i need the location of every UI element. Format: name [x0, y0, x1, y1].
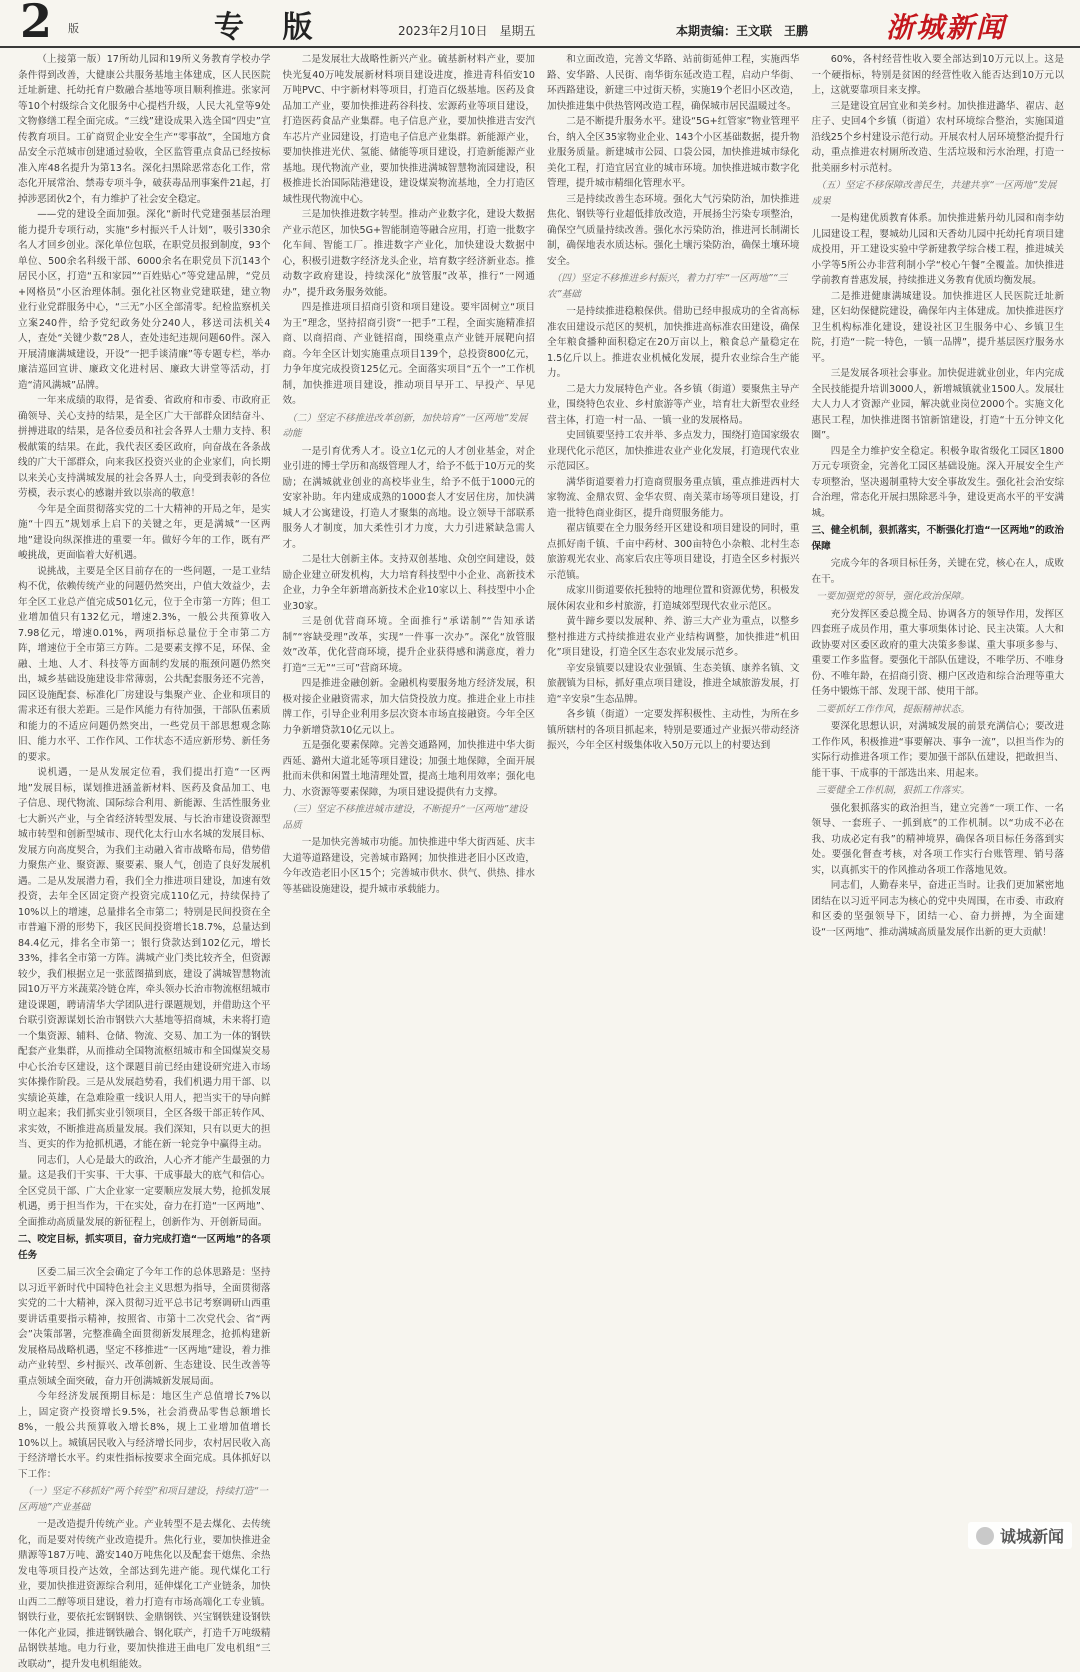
article-paragraph: 二是推进健康满城建设。加快推进区人民医院迁址新建，区妇幼保健院建设，确保年内主体建成。加快推进医疗卫生机构标准化建设，建设社区卫生服务中心、乡镇卫生院，打造“一院一特色，一镇一品牌”，提升基层医疗服务水平。	[811, 290, 1064, 364]
article-column-3	[547, 52, 800, 1548]
article-paragraph: 三是建设宜居宜业和美乡村。加快推进潞华、翟店、赵庄子、史回4个乡镇（街道）农村环境综合整治，实施国道沿线25个乡村建设示范行动。开展农村人居环境整治提升行动，重点推进农村厕所改造、生活垃圾和污水治理，打造一批美丽乡村示范村。	[811, 100, 1064, 174]
article-paragraph: 二是不断提升服务水平。建设“5G+红管家”物业管理平台，纳入全区35家物业企业、143个小区基础数据，提升物业服务质量。新建城市公园、口袋公园，加快推进城市绿化美化工程，打造宜居宜业的城市环境。加快推进城市数字化管理，提升城市精细化管理水平。	[547, 116, 800, 189]
watermark-text: 诚城新闻	[999, 1527, 1064, 1546]
article-paragraph: 二是发展壮大战略性新兴产业。硫基新材料产业，要加快光复40万吨发展新材料项目建设进度，推进青科佰安10万吨PVC、中宇新材料等项目，打造百亿级基地。医药及食品加工产业，要加快推进药谷科技、宏源药业等项目建设，打造医药食品产业集群。电子信息产业，要加快推进吉安汽车芯片产业园建设，打造电子信息产业集群。新能源产业，要加快推进光伏、氢能、储能等项目建设，打造新能源产业基地。现代物流产业，要加快推进满城智慧物流园建设，积极推进长治国际陆港建设，建设煤炭物流基地，全力打造区域性现代物流中心。	[282, 54, 535, 205]
article-paragraph: 五是强化要素保障。完善交通路网，加快推进中华大街西延、潞州大道北延等项目建设；加强土地保障，全面开展批而未供和闲置土地清理处置，提高土地利用效率；强化电力、水资源等要素保障，为项目建设提供有力支撑。	[282, 740, 535, 798]
subsection-heading: （五）坚定不移保障改善民生，共建共享“一区两地”发展成果	[811, 180, 1057, 207]
article-paragraph: 三是发展各项社会事业。加快促进就业创业，年内完成全民技能提升培训3000人，新增城镇就业1500人。发展壮大人力人才资源产业园，解决就业岗位2000个。实施文化惠民工程，加快推进图书馆新馆建设，打造“十五分钟文化圈”。	[811, 368, 1064, 441]
section-heading: 二、咬定目标，抓实项目，奋力完成打造“一区两地”的各项任务	[18, 1234, 271, 1261]
subsection-heading: 一要加强党的领导，强化政治保障。	[816, 591, 970, 602]
article-paragraph: 和立面改造，完善文华路、站前街延伸工程，实施西华路、安华路、人民街、南华街东延改造工程，启动户华街、环西路建设，新建三中过街天桥，实施19个老旧小区改造，加快推进集中供热管网改造工程，确保城市居民温暖过冬。	[547, 54, 800, 112]
article-paragraph: 同志们，人勤春来早，奋进正当时。让我们更加紧密地团结在以习近平同志为核心的党中央周围，在市委、市政府和区委的坚强领导下，团结一心、奋力拼搏，为全面建设“一区两地”、推动满城高质量发展作出新的更大贡献！	[811, 880, 1064, 938]
article-paragraph: 辛安泉镇要以建设农业强镇、生态美镇、康养名镇、文旅靓镇为目标，抓好重点项目建设，推进全域旅游发展，打造“辛安泉”生态品牌。	[547, 662, 800, 705]
article-paragraph: 一是构建优质教育体系。加快推进紫丹幼儿园和南李幼儿园建设工程，婴城幼儿园和天香幼儿园中托幼托育项目建成投用，开工建设实验中学新建教学综合楼工程，推进城关小学等5所公办非营利制小学“校心午餐”全覆盖。加快推进学前教育普惠发展，持续推进义务教育优质均衡发展。	[811, 213, 1064, 286]
article-paragraph: 满华街道要着力打造商贸服务重点镇，重点推进西村大家物流、金鼎农贸、金华农贸、南关菜市场等项目建设，打造一批特色商业街区，提升商贸服务能力。	[547, 476, 800, 519]
article-paragraph: 一是引育优秀人才。设立1亿元的人才创业基金，对企业引进的博士学历和高级管理人才，给予不低于10万元的奖励；在满城就业创业的高校毕业生，给予不低于1000元的安家补助。年内建成成熟的1000套人才安居住房，加快满城人才公寓建设，打造人才聚集的高地。设立领导干部联系服务人才制度，加大柔性引才力度，大力引进紧缺急需人才。	[282, 445, 535, 550]
article-paragraph: 今年经济发展预期目标是：地区生产总值增长7%以上，固定资产投资增长9.5%，社会消费品零售总额增长8%，一般公共预算收入增长8%，规上工业增加值增长10%以上。城镇居民收入与经济增长同步，农村居民收入高于经济增长水平。约束性指标按要求全面完成。具体抓好以下工作：	[18, 1391, 271, 1480]
article-paragraph: 强化狠抓落实的政治担当，建立完善“一项工作、一名领导、一套班子、一抓到底”的工作机制。以“功成不必在我、功成必定有我”的精神境界，确保各项目标任务落到实处。要强化督查考核，对各项工作实行台账管理、销号落实，以真抓实干的作风推动各项工作落地见效。	[811, 802, 1064, 876]
article-paragraph: 今年是全面贯彻落实党的二十大精神的开局之年，是实施“十四五”规划承上启下的关键之年，更是满城“一区两地”建设向纵深推进的重要一年。做好今年的工作，既有严峻挑战，更面临着大好机遇。	[18, 503, 271, 561]
article-paragraph: 一是改造提升传统产业。产业转型不是去煤化、去传统化，而是要对传统产业改造提升。焦化行业，要加快推进金鼎源等187万吨、潞安140万吨焦化以及配套干熄焦、余热发电等项目投产达效，全部达到先进产能。现代煤化工行业，要加快推进资源综合利用，延伸煤化工产业链条，加快山西二二醇等项目建设，着力打造有市场高端化工专业镇。钢铁行业，要依托宏钢钢铁、金鼎钢铁、兴宝钢铁建设钢铁一体化产业园，推进钢铁融合、钢化联产，打造千万吨级精品钢铁基地。电力行业，要加快推进王曲电厂发电机组“三改联动”，提升发电机组能效。	[18, 1519, 271, 1670]
article-paragraph: 60%，各村经营性收入要全部达到10万元以上。这是一个硬指标，特别是贫困的经营性收入能否达到10万元以上，这就要靠项目来支撑。	[811, 54, 1064, 96]
article-paragraph: 区委二届三次全会确定了今年工作的总体思路是：坚持以习近平新时代中国特色社会主义思想为指导，全面贯彻落实党的二十大精神，深入贯彻习近平总书记考察调研山西重要讲话重要指示精神，按照省、市第十二次党代会、省“两会”决策部署，完整准确全面贯彻新发展理念，抢抓构建新发展格局战略机遇，坚定不移推进“一区两地”建设，着力推动产业转型、乡村振兴、改革创新、生态建设、民生改善等重点领域全面突破，奋力开创满城新发展局面。	[18, 1267, 271, 1387]
article-column-4	[812, 52, 1065, 1548]
article-paragraph: 各乡镇（街道）一定要发挥积极性、主动性，为所在乡镇所辖村的各项目抓起来，特别是要通过产业振兴带动经济振兴，今年全区村级集体收入50万元以上的村要达到	[547, 709, 800, 751]
wechat-logo-icon	[976, 1527, 994, 1545]
article-paragraph: 翟店镇要在全力服务经开区建设和项目建设的同时，重点抓好南千镇、千亩中药材、300亩特色小杂粮、北村生态旅游观光农业、高家后农庄等项目建设，打造全区乡村振兴示范镇。	[547, 523, 800, 581]
article-paragraph: 四是推进金融创新。金融机构要服务地方经济发展，积极对接企业融资需求，加大信贷投放力度。推进企业上市挂牌工作，引导企业利用多层次资本市场直接融资。今年全区力争新增贷款10亿元以上。	[282, 678, 535, 736]
subsection-heading: （四）坚定不移推进乡村振兴，着力打牢“一区两地”“三农”基础	[547, 273, 788, 300]
article-paragraph: 说机遇，一是从发展定位看，我们提出打造“一区两地”发展目标，谋划推进涵盖新材料、医药及食品加工、电子信息、现代物流、国际综合利用、新能源、生活性服务业七大新兴产业，与全省经济转型发展、与长治市建设资源型城市转型和创新型城市、现代化太行山水名城的发展目标、发展方向高度契合，为我们主动融入省市战略布局，借势借力聚焦产业、聚资源、聚要素、聚人气，创造了良好发展机遇。二是从发展潜力看，我们全力推进项目建设，加速有效投资，去年全区固定资产投资完成110亿元，持续保持了10%以上的增速，总量排名全市第二；特别是民间投资在全市普遍下滑的形势下，我区民间投资增长18.7%，总量达到84.4亿元，排名全市第一；银行贷款达到102亿元，增长33%，排名全市第一方阵。满城产业门类比较齐全，但资源较少，我们根据立足一张蓝图描到底，建设了满城智慧物流园10万平方米蔬菜冷链仓库，牵头领办长治市物流枢纽城市建设课题，聘请清华大学团队进行课题规划，并借助这个平台联引资源谋划长治市钢铁六大基地等招商城，未来将打造一个集资源、辅料、仓储、物流、交易、加工为一体的钢铁配套产业集群，从而推动全国物流枢纽城市和全国煤炭交易中心长治专区建设，这个课题目前已经由建设研究进入市场实体操作阶段。三是从发展趋势看，我们机遇力用干部、以实绩论英雄，在急难险重一线识人用人，把当实干的导向鲜明立起来；我们抓实业引领项目，全区各级干部正转作风、求实效，不断推进高质量发展。我们深知，只有以更大的担当、更实的作为抢抓机遇，才能在新一轮竞争中赢得主动。	[18, 767, 271, 1150]
article-paragraph: （上接第一版）17所幼儿园和19所义务教育学校办学条件得到改善，大健康公共服务基地主体建成，区人民医院迁址新建、托幼托育户数融合基地等项目顺利推进。张家河等10个村级综合文化服务中心提档升级，人民大礼堂等9处文物修缮工程全面完成。“三线”建设成果入选全国“四史”宣传教育项目。工矿商贸企业安全生产“零事故”，全国地方食品安全示范城市创建通过验收，全区监管重点食品已经按标准入库48名提升为第13名。深化扫黑除恶常态化工作，常态化开展常治、禁毒专项斗争，破获毒品刑事案件21起，打掉涉恶团伙2个，有力维护了社会安全稳定。	[18, 54, 271, 205]
article-paragraph: 二是壮大创新主体。支持双创基地、众创空间建设，鼓励企业建立研发机构，大力培育科技型中小企业、高新技术企业，力争全年新增高新技术企业10家以上、科技型中小企业30家。	[282, 554, 535, 612]
watermark	[968, 1522, 1072, 1549]
article-paragraph: 四是全力维护安全稳定。积极争取省级化工园区1800万元专项资金，完善化工园区基础设施。深入开展安全生产专项整治，坚决遏制重特大安全事故发生。强化社会治安综合治理，常态化开展扫黑除恶斗争，建设更高水平的平安满城。	[811, 445, 1064, 519]
subsection-heading: 二要抓好工作作风，提振精神状态。	[816, 703, 970, 715]
article-paragraph: 充分发挥区委总揽全局、协调各方的领导作用，发挥区四套班子成员作用，重大事项集体讨论、民主决策。人大和政协要对区委区政府的重大决策多参谋、重大事项多参与、重要工作多监督。要强化干部队伍建设，不唯学历、不唯身份、不唯年龄，在招商引资、棚户区改造和综合治理等重大任务中锻炼干部、发现干部、使用干部。	[811, 608, 1064, 697]
article-paragraph: 完成今年的各项目标任务，关键在党，核心在人，成败在干。	[811, 558, 1064, 585]
article-paragraph: 说挑战，主要是全区目前存在的一些问题，一是工业结构不优，依赖传统产业的问题仍然突出，户值大效益少，去年全区工业总产值完成501亿元，位于全市第一方阵；但工业增加值只有132亿元，增速2.3%，一般公共预算收入7.98亿元，增速0.01%，两项指标总量位于全市第二方阵，增速位于全市第三方阵。二是要素支撑不足，环保、金融、土地、人才、科技等方面制约发展的瓶颈问题仍然突出，城乡基础设施建设非常薄弱，公共配套服务还不完善，园区设施配套、标准化厂房建设与集聚产业、企业和项目的需求还有很大差距。三是作风能力有待加强，干部队伍素质和能力的不适应问题仍然突出，一些党员干部思想观念陈旧、能力水平、工作作风、工作状态不适应新形势、新任务的要求。	[18, 565, 271, 763]
issue-date: 2023年2月10日 星期五	[398, 24, 536, 38]
article-paragraph: 三是创优营商环境。全面推行“承诺制”“告知承诺制”“容缺受理”改革，实现“一件事一次办”。深化“放管服效”改革，优化营商环境，提升企业获得感和满意度，着力打造“三无”“三可”营商环境。	[282, 616, 535, 674]
article-column-2	[283, 52, 536, 1548]
article-paragraph: 黄牛蹄乡要以发展种、养、游三大产业为重点，以整乡整村推进方式持续推进农业产业结构调整，加快推进“机田化”项目建设，打造全区生态农业发展示范乡。	[547, 616, 800, 658]
article-paragraph: 一是加快完善城市功能。加快推进中华大街西延、庆丰大道等道路建设，完善城市路网；加快推进老旧小区改造，今年改造老旧小区15个；完善城市供水、供气、供热、排水等基础设施建设，提升城市承载能力。	[282, 837, 535, 895]
section-title: 专 版	[214, 10, 327, 45]
article-columns	[18, 52, 1064, 1670]
article-paragraph: 一年来成绩的取得，是省委、省政府和市委、市政府正确领导、关心支持的结果，是全区广大干部群众团结奋斗、拼搏进取的结果，是各位委员和社会各界人士鼎力支持、积极献策的结果。在此，我代表区委区政府，向奋战在各条战线的广大干部群众，向来我区投资兴业的企业家们，向长期以来关心支持满城发展的社会各界人士，向受到表彰的各位劳模，表示衷心的感谢并致以崇高的敬意！	[18, 395, 271, 499]
section-heading: 三、健全机制，狠抓落实，不断强化打造“一区两地”的政治保障	[811, 525, 1064, 552]
subsection-heading: （二）坚定不移推进改革创新，加快培育“一区两地”发展动能	[282, 412, 528, 439]
article-paragraph: 三是持续改善生态环境。强化大气污染防治，加快推进焦化、钢铁等行业超低排放改造，开展扬尘污染专项整治，确保空气质量持续改善。强化水污染防治，推进河长制湖长制，确保地表水质达标。强化土壤污染防治，确保土壤环境安全。	[547, 193, 800, 267]
article-paragraph: 三是加快推进数字转型。推动产业数字化，建设大数据产业示范区，加快5G+智能制造等融合应用，打造一批数字化车间、智能工厂。推进数字产业化，加快建设大数据中心，积极引进数字经济龙头企业，培育数字经济新业态。推动数字政府建设，持续深化“放管服”改革，推行“一网通办”，提升政务服务效能。	[282, 209, 535, 298]
article-column-1	[18, 52, 271, 1670]
newspaper-logo: 浙城新闻	[886, 11, 1007, 44]
editors-line: 本期责编：王文联 王鹏	[676, 24, 809, 38]
article-paragraph: 成家川街道要依托独特的地理位置和资源优势，积极发展休闲农业和乡村旅游，打造城郊型现代农业示范区。	[547, 585, 800, 612]
article-paragraph: 要深化思想认识，对满城发展的前景充满信心；要改进工作作风，积极推进“事要解决、事争一流”，以担当作为的实际行动推进各项工作；要加强干部队伍建设，把敢担当、能干事、干成事的干部选出来、用起来。	[811, 721, 1064, 779]
article-paragraph: 四是推进项目招商引资和项目建设。要牢固树立“项目为王”理念，坚持招商引资“一把手”工程，全面实施精准招商、以商招商、产业链招商，围绕重点产业链开展靶向招商。今年全区计划实施重点项目139个，总投资800亿元，力争年度完成投资125亿元。全面落实项目“五个一”工作机制，加快推进项目建设，推动项目早开工、早投产、早见效。	[282, 302, 535, 406]
article-paragraph: 一是持续推进稳粮保供。借助已经申报成功的全省高标准农田建设示范区的契机，加快推进高标准农田建设，确保全年粮食播种面积稳定在20万亩以上，粮食总产量稳定在1.5亿斤以上。推进农业机械化发展，提升农业综合生产能力。	[547, 306, 800, 379]
page-number-suffix: 版	[68, 22, 79, 35]
masthead	[0, 0, 1080, 48]
article-paragraph: 同志们，人心是最大的政治，人心齐才能产生最强的力量。这是我们干实事、干大事、干成事最大的底气和信心。全区党员干部、广大企业家一定要顺应发展大势，抢抓发展机遇，勇于担当作为，干在实处，奋力在打造“一区两地”、全面推动高质量发展的新征程上，创新作为、开创新局面。	[18, 1154, 271, 1228]
subsection-heading: （一）坚定不移抓好“两个转型”和项目建设，持续打造“一区两地”产业基础	[18, 1486, 268, 1513]
article-paragraph: ——党的建设全面加强。深化“新时代党建强基层治理能力提升专项行动，实施“乡村振兴千人计划”，吸引330余名人才回乡创业。深化单位包联，在职党员报到制度，93个单位、500余名科级干部、6000余名在职党员下沉143个居民小区，打造“五和家园”“百姓贴心”等党建品牌，“党员+网格员”小区治理体制。强化社区物业党建联建，建立物业行业党群服务中心，“三无”小区全部清零。纪检监察机关立案240件，给予党纪政务处分240人，移送司法机关4人，查处“关键少数”28人，查处违纪违规问题60件。深入开展清廉满城建设，开设“一把手谈清廉”等专题专栏，举办廉洁巡回宣讲、廉政文化进村居、廉政大讲堂等活动，打造“清风满城”品牌。	[18, 209, 271, 391]
subsection-heading: （三）坚定不移推进城市建设，不断提升“一区两地”建设品质	[282, 804, 528, 831]
page-number: 2	[20, 0, 52, 48]
subsection-heading: 三要健全工作机制，狠抓工作落实。	[816, 785, 970, 796]
article-paragraph: 史回镇要坚持工农并举、多点发力，围绕打造国家级农业现代化示范区，加快推进农业产业化发展，打造现代农业示范园区。	[547, 430, 800, 472]
article-paragraph: 二是大力发展特色产业。各乡镇（街道）要聚焦主导产业，围绕特色农业、乡村旅游等产业，培育壮大新型农业经营主体，打造一村一品、一镇一业的发展格局。	[547, 383, 800, 426]
